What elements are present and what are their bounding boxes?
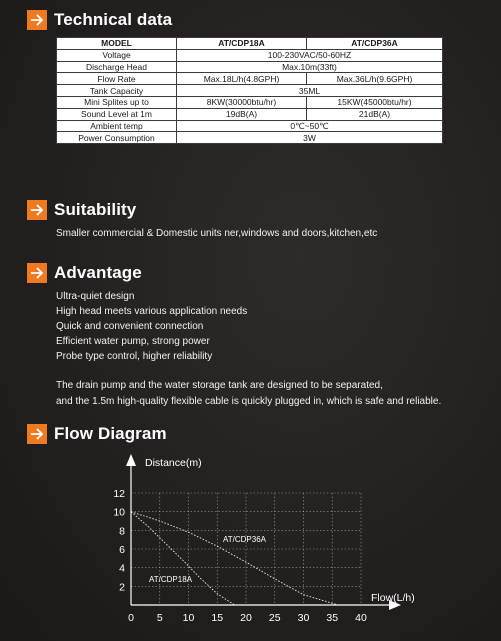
- row-label: Power Consumption: [57, 132, 177, 144]
- row-value-36a: 15KW(45000btu/hr): [307, 96, 443, 108]
- description-line: The drain pump and the water storage tank are designed to be separated,: [56, 380, 383, 391]
- suitability-text: Smaller commercial & Domestic units ner,windows and doors,kitchen,etc: [56, 228, 378, 239]
- row-label: Sound Level at 1m: [57, 108, 177, 120]
- arrow-right-icon: [27, 263, 47, 283]
- row-label: Flow Rate: [57, 73, 177, 85]
- table-row: [57, 85, 443, 97]
- y-axis-arrow-icon: [126, 454, 136, 466]
- series-label-at-cdp18a: AT/CDP18A: [149, 575, 192, 584]
- y-tick-label: 4: [119, 562, 125, 575]
- x-axis-label: Flow(L/h): [371, 592, 415, 604]
- description-paragraph: [56, 378, 441, 409]
- advantage-heading: [27, 262, 142, 284]
- table-row: [57, 132, 443, 144]
- x-tick-label: 25: [268, 612, 281, 624]
- table-row: [57, 73, 443, 85]
- list-item: High head meets various application needs: [56, 306, 248, 317]
- table-row: [57, 49, 443, 61]
- series-line-at-cdp18a: [131, 512, 235, 605]
- row-label: Tank Capacity: [57, 85, 177, 97]
- section-title: Advantage: [54, 263, 142, 282]
- x-tick-label: 15: [211, 612, 224, 624]
- series-label-at-cdp36a: AT/CDP36A: [223, 535, 266, 544]
- series-line-at-cdp36a: [131, 512, 338, 605]
- row-label: Voltage: [57, 49, 177, 61]
- section-title: Suitability: [54, 200, 137, 219]
- advantage-list: [56, 289, 247, 364]
- x-tick-label: 40: [355, 612, 367, 624]
- technical-data-table: [56, 37, 443, 144]
- list-item: Efficient water pump, strong power: [56, 336, 210, 347]
- section-title: Flow Diagram: [54, 424, 167, 443]
- table-header-cell: AT/CDP36A: [307, 38, 443, 50]
- row-value-36a: Max.36L/h(9.6GPH): [307, 73, 443, 85]
- suitability-heading: [27, 199, 136, 221]
- x-tick-label: 5: [156, 612, 163, 624]
- table-header-cell: MODEL: [57, 38, 177, 50]
- list-item: Quick and convenient connection: [56, 321, 204, 332]
- table-row: [57, 96, 443, 108]
- table-row: [57, 108, 443, 120]
- x-tick-label: 20: [240, 612, 252, 624]
- flow-diagram-chart: [0, 448, 501, 641]
- row-label: Discharge Head: [57, 61, 177, 73]
- arrow-right-icon: [27, 10, 47, 30]
- y-tick-label: 12: [113, 488, 125, 500]
- row-value-18a: 19dB(A): [177, 108, 307, 120]
- row-value-18a: 8KW(30000btu/hr): [177, 96, 307, 108]
- row-label: Ambient temp: [57, 120, 177, 132]
- y-tick-label: 8: [119, 525, 125, 538]
- arrow-right-icon: [27, 424, 47, 444]
- arrow-right-icon: [27, 200, 47, 220]
- row-value: Max.10m(33ft): [177, 61, 443, 73]
- table-header-cell: AT/CDP18A: [177, 38, 307, 50]
- list-item: Probe type control, higher reliability: [56, 351, 213, 362]
- x-tick-label: 10: [182, 612, 195, 624]
- row-value-36a: 21dB(A): [307, 108, 443, 120]
- row-value: 100-230VAC/50-60HZ: [177, 49, 443, 61]
- x-tick-label: 35: [326, 612, 339, 624]
- list-item: Ultra-quiet design: [56, 291, 135, 302]
- row-value: 0℃~50℃: [177, 120, 443, 132]
- section-title: Technical data: [54, 10, 173, 29]
- description-line: and the 1.5m high-quality flexible cable is quickly plugged in, which is safe and reliable.: [56, 395, 442, 407]
- y-axis-label: Distance(m): [145, 457, 202, 469]
- y-tick-label: 6: [119, 544, 125, 556]
- row-value-18a: Max.18L/h(4.8GPH): [177, 73, 307, 85]
- flow-diagram-heading: [27, 423, 167, 445]
- row-value: 3W: [177, 132, 443, 144]
- technical-data-heading: [27, 9, 172, 31]
- row-label: Mini Splites up to: [57, 96, 177, 108]
- y-tick-label: 10: [113, 506, 125, 519]
- table-row: [57, 61, 443, 73]
- table-header-row: [57, 38, 443, 50]
- table-row: [57, 120, 443, 132]
- x-tick-label: 30: [297, 612, 310, 624]
- y-tick-label: 2: [119, 581, 125, 594]
- row-value: 35ML: [177, 85, 443, 97]
- x-tick-label: 0: [128, 612, 134, 624]
